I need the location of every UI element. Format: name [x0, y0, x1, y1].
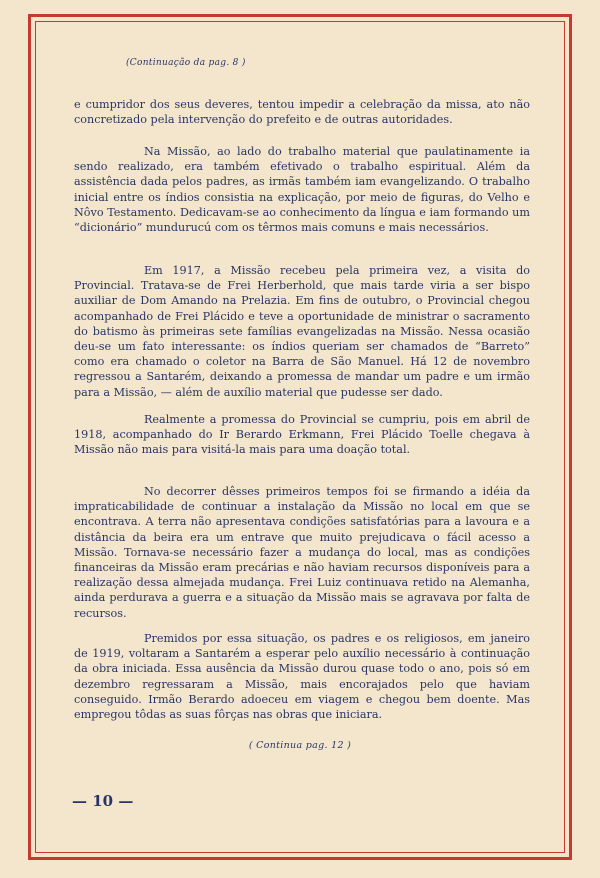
paragraph-1: e cumpridor dos seus deveres, tentou impedir a celebração da missa, ato não concretizado pela intervenção do prefeito e de outras autoridades. — [74, 98, 530, 127]
page-number: — 10 — — [72, 792, 134, 810]
paragraph-5: No decorrer dêsses primeiros tempos foi se firmando a idéia da impraticabilidade de continuar a instalação da Missão no local em que se encontrava. A terra não apresentava condições satisfatórias para a lavoura e a distância da beira era um entrave que muito prejudicava o fácil acesso a Missão. Tornava-se necessário fazer a mudança do local, mas as condições financeiras da Missão eram precárias e não haviam recursos disponíveis para a realização dessa almejada mudança. Frei Luiz continuava retido na Alemanha, ainda perdurava a guerra e a situação da Missão mais se agravava por falta de recursos. — [74, 485, 530, 620]
paragraph-4: Realmente a promessa do Provincial se cumpriu, pois em abril de 1918, acompanhado do Ir Berardo Erkmann, Frei Plácido Toelle chegava à Missão não mais para visitá-la mais para uma doação total. — [74, 413, 530, 457]
continuation-note-top: (Continuação da pag. 8 ) — [126, 58, 246, 68]
paragraph-2: Na Missão, ao lado do trabalho material que paulatinamente ia sendo realizado, era também efetivado o trabalho espiritual. Além da assistência dada pelos padres, as irmãs também iam evangelizando. O trabalho inicial entre os índios consistia na explicação, por meio de figuras, do Velho e Nôvo Testamento. Dedicavam-se ao conhecimento da língua e iam formando um “dicionário” mundurucú com os têrmos mais comuns e mais necessários. — [74, 145, 530, 235]
paragraph-6: Premidos por essa situação, os padres e os religiosos, em janeiro de 1919, voltaram a Santarém a esperar pelo auxílio necessário à continuação da obra iniciada. Essa ausência da Missão durou quase todo o ano, pois só em dezembro regressaram a Missão, mais encorajados pelo que haviam conseguido. Irmão Berardo adoeceu em viagem e chegou bem doente. Mas empregou tôdas as suas fôrças nas obras que iniciara. — [74, 632, 530, 722]
continuation-note-bottom: ( Continua pag. 12 ) — [248, 740, 352, 751]
paragraph-3: Em 1917, a Missão recebeu pela primeira vez, a visita do Provincial. Tratava-se de Frei Herberhold, que mais tarde viria a ser bispo auxiliar de Dom Amando na Prelazia. Em fins de outubro, o Provincial chegou acompanhado de Frei Plácido e teve a oportunidade de ministrar o sacramento do batismo às primeiras sete famílias evangelizadas na Missão. Nessa ocasião deu-se um fato interessante: os índios queriam ser chamados de “Barreto” como era chamado o coletor na Barra de São Manuel. Há 12 de novembro regressou a Santarém, deixando a promessa de mandar um padre e um irmão para a Missão, — além de auxílio material que pudesse ser dado. — [74, 264, 530, 399]
